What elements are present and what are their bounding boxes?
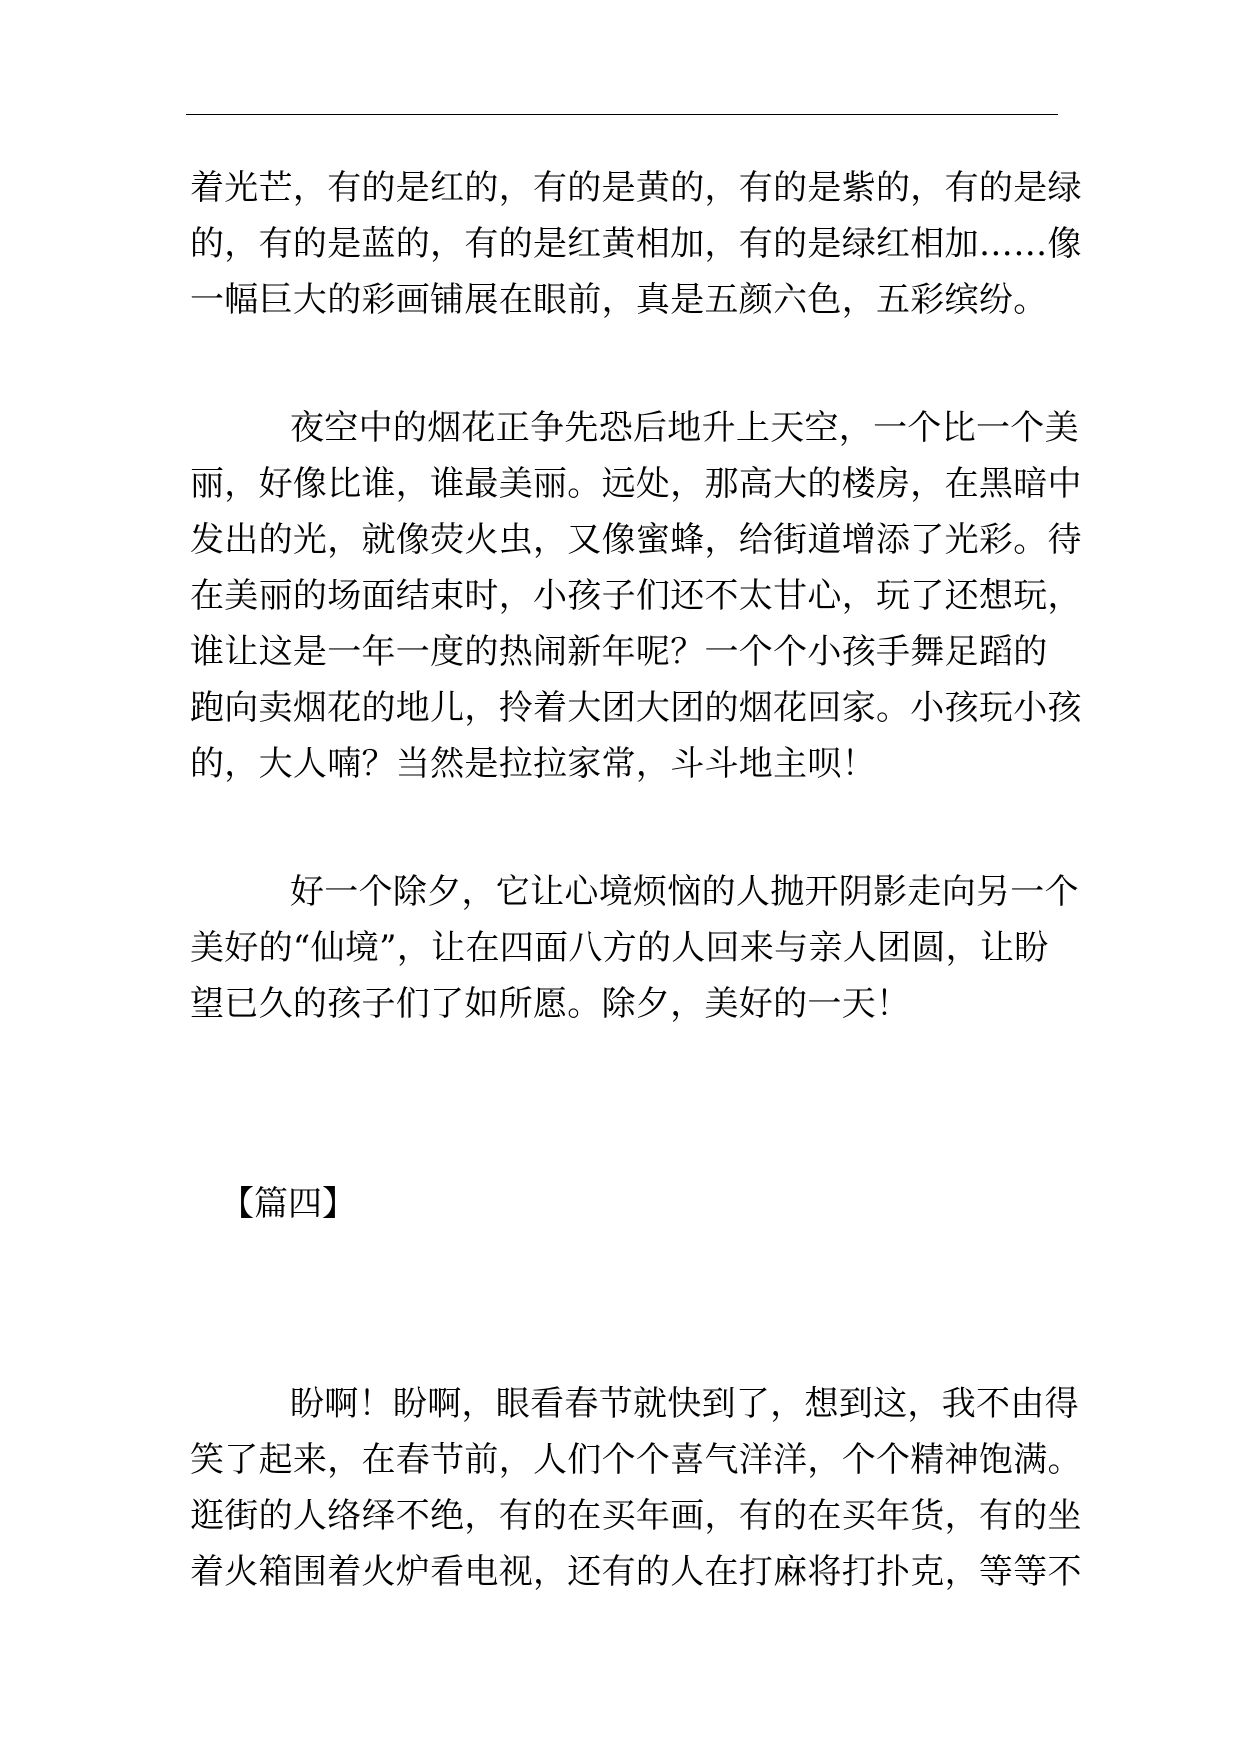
- paragraph-line: 着光芒，有的是红的，有的是黄的，有的是紫的，有的是绿: [190, 168, 1082, 208]
- paragraph-line: 美好的“仙境”，让在四面八方的人回来与亲人团圆，让盼: [190, 928, 1049, 968]
- paragraph-line: 在美丽的场面结束时，小孩子们还不太甘心，玩了还想玩，: [190, 576, 1082, 616]
- paragraph-gap: [190, 328, 1058, 400]
- header-rule: [186, 114, 1058, 115]
- paragraph-line: 望已久的孩子们了如所愿。除夕，美好的一天！: [190, 984, 911, 1024]
- paragraph-line: 笑了起来，在春节前，人们个个喜气洋洋，个个精神饱满。: [190, 1440, 1082, 1480]
- paragraph-1: [190, 160, 1082, 328]
- paragraph-line: 盼啊！盼啊，眼看春节就快到了，想到这，我不由得: [290, 1384, 1079, 1424]
- section-gap: [190, 1032, 1058, 1176]
- section-gap: [190, 1232, 1058, 1376]
- paragraph-line: 发出的光，就像荧火虫，又像蜜蜂，给街道增添了光彩。待: [190, 520, 1082, 560]
- paragraph-line: 的，有的是蓝的，有的是红黄相加，有的是绿红相加……像: [190, 224, 1082, 264]
- paragraph-line: 跑向卖烟花的地儿，拎着大团大团的烟花回家。小孩玩小孩: [190, 688, 1082, 728]
- paragraph-3: [190, 864, 1079, 1032]
- paragraph-2: [190, 400, 1082, 792]
- document-body: [190, 160, 1082, 1600]
- paragraph-line: 的，大人喃？当然是拉拉家常，斗斗地主呗！: [190, 744, 876, 784]
- paragraph-gap: [190, 792, 1058, 864]
- paragraph-4: [190, 1376, 1082, 1600]
- paragraph-line: 着火箱围着火炉看电视，还有的人在打麻将打扑克，等等不: [190, 1552, 1082, 1592]
- paragraph-line: 谁让这是一年一度的热闹新年呢？一个个小孩手舞足蹈的: [190, 632, 1048, 672]
- paragraph-line: 丽，好像比谁，谁最美丽。远处，那高大的楼房，在黑暗中: [190, 464, 1082, 504]
- paragraph-line: 逛街的人络绎不绝，有的在买年画，有的在买年货，有的坐: [190, 1496, 1082, 1536]
- section-heading: 【篇四】: [220, 1184, 356, 1224]
- paragraph-line: 一幅巨大的彩画铺展在眼前，真是五颜六色，五彩缤纷。: [190, 280, 1048, 320]
- paragraph-line: 好一个除夕，它让心境烦恼的人抛开阴影走向另一个: [290, 872, 1079, 912]
- paragraph-line: 夜空中的烟花正争先恐后地升上天空，一个比一个美: [290, 408, 1079, 448]
